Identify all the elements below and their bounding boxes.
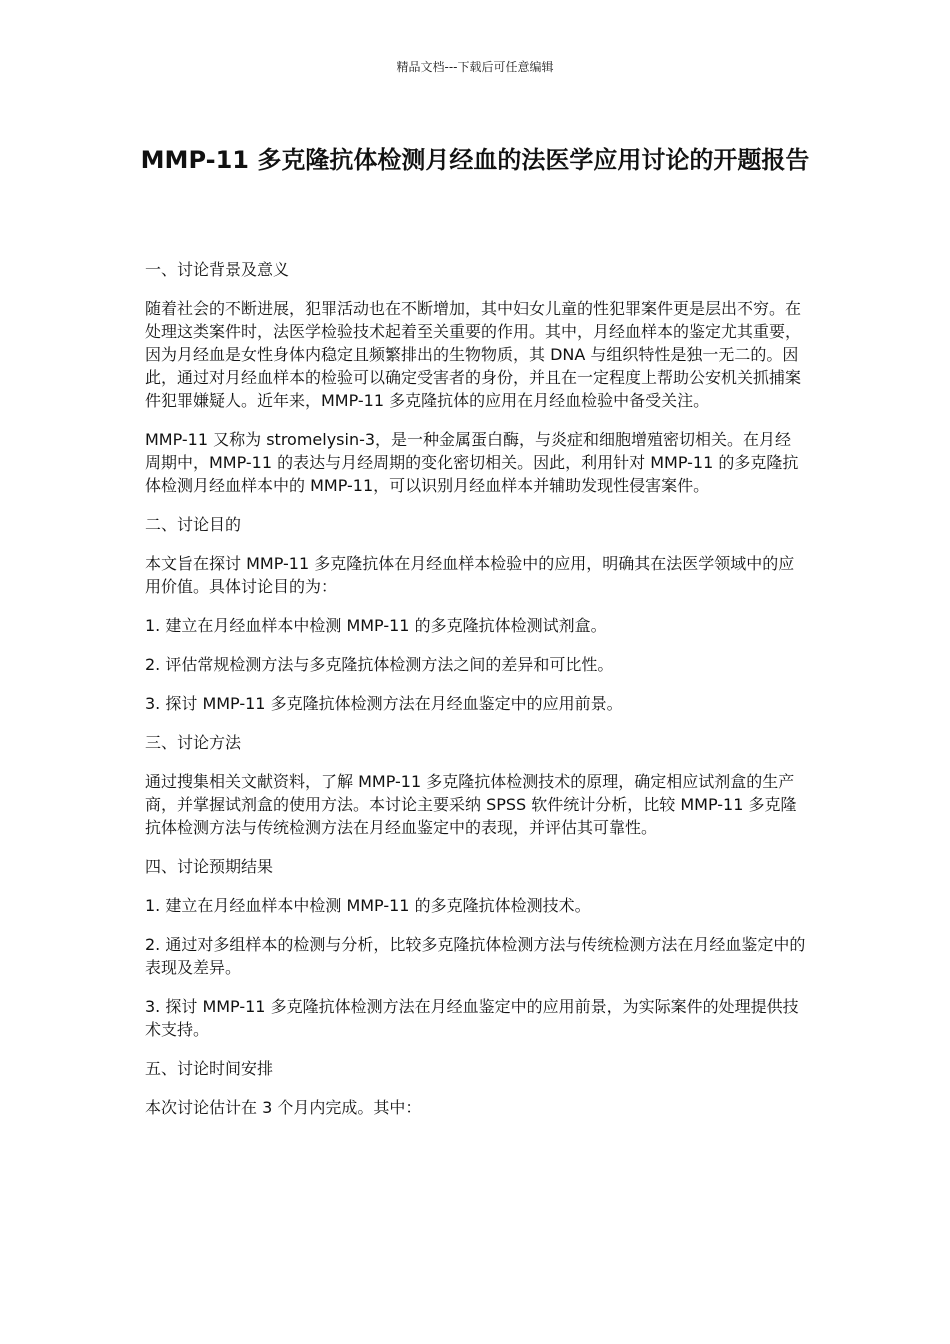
paragraph-purpose: 本文旨在探讨 MMP-11 多克隆抗体在月经血样本检验中的应用，明确其在法医学领域中的应用价值。具体讨论目的为：	[145, 554, 795, 596]
section-heading-purpose: 二、讨论目的	[145, 515, 242, 534]
list-item-purpose-3: 3. 探讨 MMP-11 多克隆抗体检测方法在月经血鉴定中的应用前景。	[145, 694, 623, 713]
section-heading-method: 三、讨论方法	[145, 733, 242, 752]
paragraph-method: 通过搜集相关文献资料，了解 MMP-11 多克隆抗体检测技术的原理，确定相应试剂盒的生产商，并掌握试剂盒的使用方法。本讨论主要采纳 SPSS 软件统计分析，比较 MMP-11 多克隆抗体检测方法与传统检测方法在月经血鉴定中的表现，并评估其可靠性。	[145, 772, 797, 837]
section-heading-schedule: 五、讨论时间安排	[145, 1059, 274, 1078]
document-title: MMP-11 多克隆抗体检测月经血的法医学应用讨论的开题报告	[140, 146, 810, 174]
paragraph-schedule: 本次讨论估计在 3 个月内完成。其中：	[145, 1098, 422, 1117]
list-item-result-1: 1. 建立在月经血样本中检测 MMP-11 的多克隆抗体检测技术。	[145, 896, 591, 915]
list-item-purpose-2: 2. 评估常规检测方法与多克隆抗体检测方法之间的差异和可比性。	[145, 655, 614, 674]
list-item-purpose-1: 1. 建立在月经血样本中检测 MMP-11 的多克隆抗体检测试剂盒。	[145, 616, 607, 635]
list-item-result-3: 3. 探讨 MMP-11 多克隆抗体检测方法在月经血鉴定中的应用前景，为实际案件的处理提供技术支持。	[145, 997, 799, 1039]
document-body	[145, 258, 807, 1135]
list-item-result-2: 2. 通过对多组样本的检测与分析，比较多克隆抗体检测方法与传统检测方法在月经血鉴定中的表现及差异。	[145, 935, 806, 977]
paragraph-mmp11-intro: MMP-11 又称为 stromelysin-3，是一种金属蛋白酶，与炎症和细胞增殖密切相关。在月经周期中，MMP-11 的表达与月经周期的变化密切相关。因此，利用针对 MMP-11 的多克隆抗体检测月经血样本中的 MMP-11，可以识别月经血样本并辅助发现性侵害案件。	[145, 430, 799, 495]
section-heading-background: 一、讨论背景及意义	[145, 260, 290, 279]
header-note: 精品文档---下载后可任意编辑	[396, 60, 554, 74]
paragraph-background: 随着社会的不断进展，犯罪活动也在不断增加，其中妇女儿童的性犯罪案件更是层出不穷。在处理这类案件时，法医学检验技术起着至关重要的作用。其中，月经血样本的鉴定尤其重要，因为月经血是女性身体内稳定且频繁排出的生物物质，其 DNA 与组织特性是独一无二的。因此，通过对月经血样本的检验可以确定受害者的身份，并且在一定程度上帮助公安机关抓捕案件犯罪嫌疑人。近年来，MMP-11 多克隆抗体的应用在月经血检验中备受关注。	[145, 299, 802, 410]
section-heading-expected-results: 四、讨论预期结果	[145, 857, 274, 876]
